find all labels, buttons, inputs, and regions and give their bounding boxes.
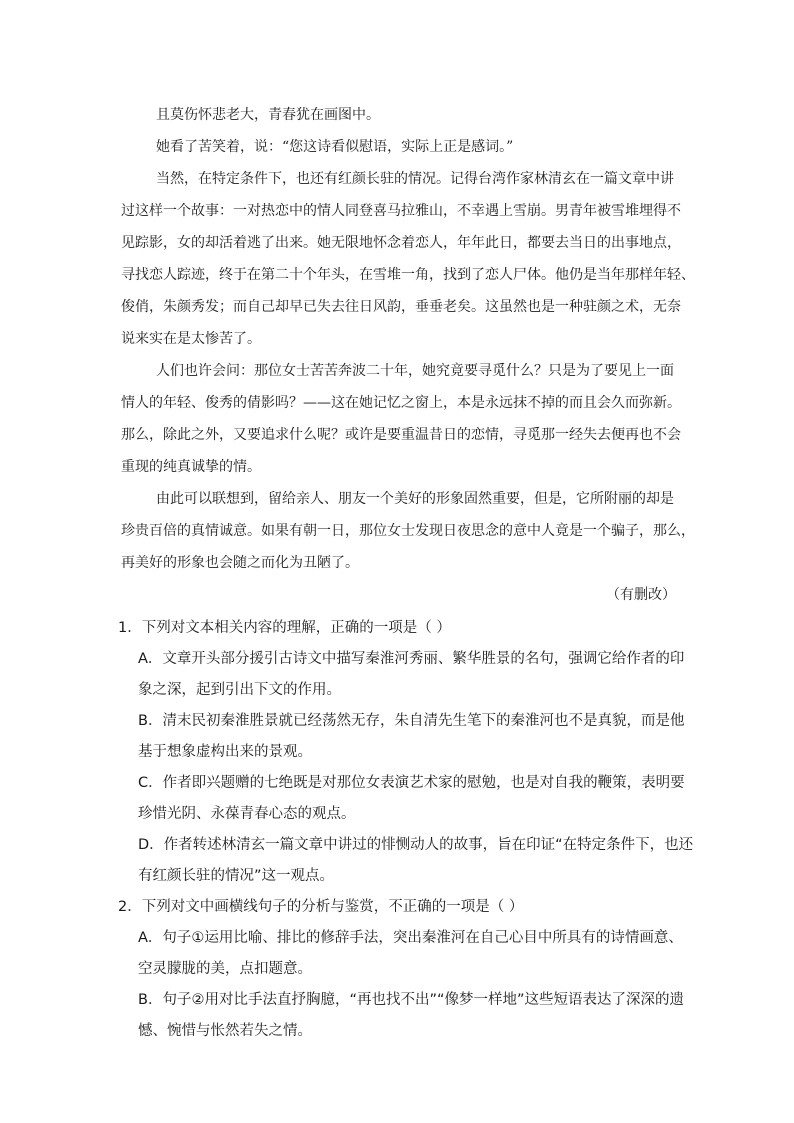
option-text: D．作者转述林清玄一篇文章中讲过的悱恻动人的故事，旨在印证“在特定条件下，也还: [138, 837, 694, 853]
paragraph-line: 寻找恋人踪迹，终于在第二十个年头，在雪堆一角，找到了恋人尸体。他仍是当年那样年轻、: [121, 267, 695, 283]
edit-note: （有删改）: [606, 587, 676, 603]
option-text: C．作者即兴题赠的七绝既是对那位女表演艺术家的慰勉，也是对自我的鞭策，表明要: [138, 775, 685, 791]
question-stem: 2．下列对文中画横线句子的分析与鉴赏，不正确的一项是（ ）: [118, 899, 524, 915]
paragraph-line: 人们也许会问：那位女士苦苦奔波二十年，她究竟要寻觅什么？只是为了要见上一面: [156, 363, 674, 379]
paragraph-line: 当然，在特定条件下，也还有红颜长驻的情况。记得台湾作家林清玄在一篇文章中讲: [156, 171, 674, 187]
option-text: B．句子②用对比手法直抒胸臆，“再也找不出”“像梦一样地”这些短语表达了深深的遗: [138, 992, 684, 1008]
option-text: A．文章开头部分援引古诗文中描写秦淮河秀丽、繁华胜景的名句，强调它给作者的印: [138, 651, 685, 667]
paragraph-line: 重现的纯真诚挚的情。: [121, 459, 261, 475]
option-text: 空灵朦胧的美，点扣题意。: [138, 961, 312, 977]
option-text: B．清末民初秦淮胜景就已经荡然无存，朱自清先生笔下的秦淮河也不是真貌，而是他: [138, 713, 685, 729]
paragraph-line: 再美好的形象也会随之而化为丑陋了。: [121, 555, 359, 571]
paragraph-line: 过这样一个故事：一对热恋中的情人同登喜马拉雅山，不幸遇上雪崩。男青年被雪堆埋得不: [121, 203, 681, 219]
option-text: 珍惜光阴、永葆青春心态的观点。: [138, 806, 356, 822]
paragraph-line: 那么，除此之外，又要追求什么呢？或许是要重温昔日的恋情，寻觅那一经失去便再也不会: [121, 427, 681, 443]
paragraph-line: 说来实在是太惨苦了。: [121, 331, 261, 347]
paragraph-line: 情人的年轻、俊秀的倩影吗？——这在她记忆之窗上，本是永远抹不掉的而且会久而弥新。: [121, 395, 681, 411]
option-text: 憾、惋惜与怅然若失之情。: [138, 1023, 312, 1039]
question-stem: 1．下列对文本相关内容的理解，正确的一项是（ ）: [118, 620, 451, 636]
quote-line: 她看了苦笑着，说：“您这诗看似慰语，实际上正是感词。”: [156, 139, 514, 155]
option-text: 有红颜长驻的情况”这一观点。: [138, 868, 335, 884]
paragraph-line: 由此可以联想到，留给亲人、朋友一个美好的形象固然重要，但是，它所附丽的却是: [156, 491, 674, 507]
option-text: 象之深，起到引出下文的作用。: [138, 682, 341, 698]
option-text: 基于想象虚构出来的景观。: [138, 744, 312, 760]
paragraph-line: 俊俏，朱颜秀发；而自己却早已失去往日风韵，垂垂老矣。这虽然也是一种驻颜之术，无奈: [121, 299, 681, 315]
option-text: A．句子①运用比喻、排比的修辞手法，突出秦淮河在自己心目中所具有的诗情画意、: [138, 930, 683, 946]
paragraph-line: 见踪影，女的却活着逃了出来。她无限地怀念着恋人，年年此日，都要去当日的出事地点，: [121, 235, 681, 251]
poem-line: 且莫伤怀悲老大，青春犹在画图中。: [156, 107, 380, 123]
paragraph-line: 珍贵百倍的真情诚意。如果有朝一日，那位女士发现日夜思念的意中人竟是一个骗子，那么，: [121, 523, 695, 539]
